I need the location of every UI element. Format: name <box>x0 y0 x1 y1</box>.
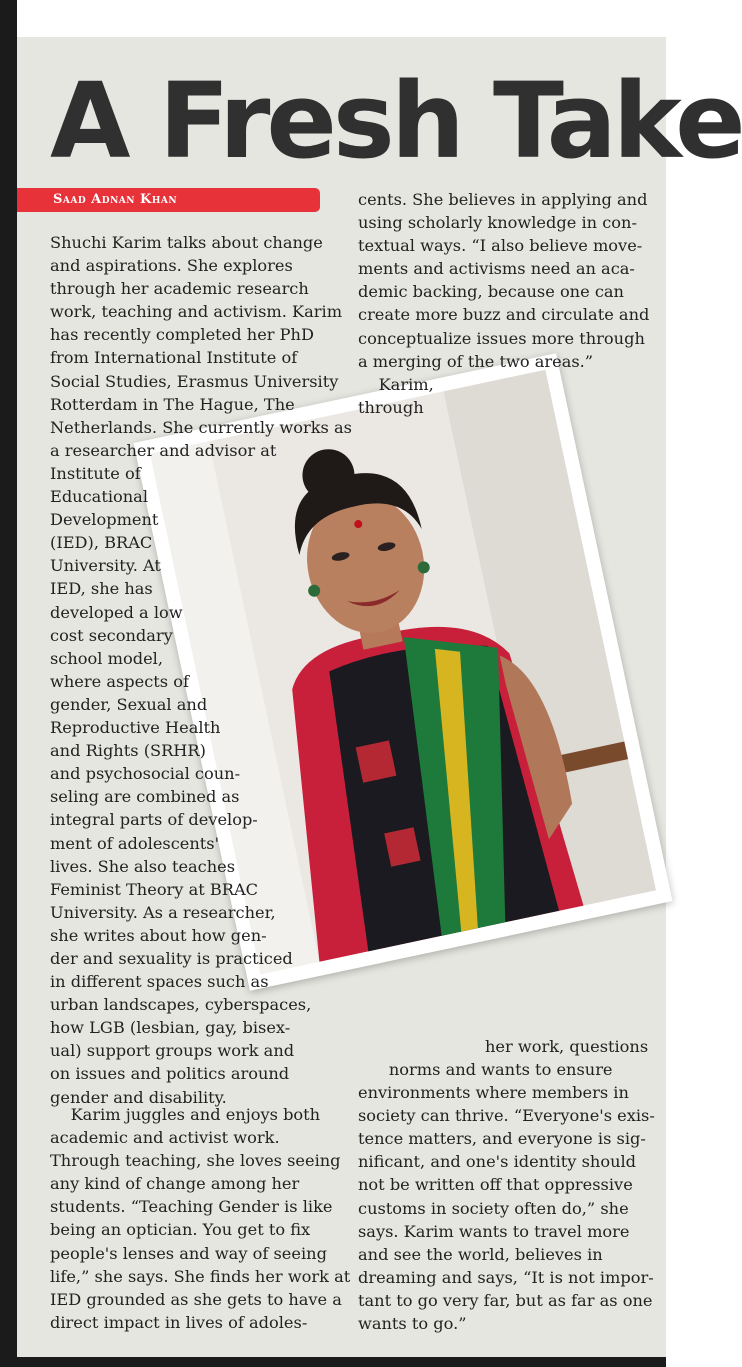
text-line: through <box>358 397 424 417</box>
text-line: cost secondary <box>50 625 173 645</box>
text-line: Karim juggles and enjoys both <box>50 1105 321 1124</box>
text-line: says. Karim wants to travel more <box>358 1221 630 1241</box>
text-line: not be written off that oppressive <box>358 1175 633 1195</box>
text-line: her work, questions <box>485 1037 649 1056</box>
text-line: a researcher and advisor at <box>50 440 277 460</box>
text-line: seling are combined as <box>50 787 240 807</box>
text-line: Netherlands. She currently works as <box>50 417 352 437</box>
text-line: Rotterdam in The Hague, The <box>50 394 295 414</box>
text-line: demic backing, because one can <box>358 282 624 302</box>
text-line: developed a low <box>50 602 183 622</box>
text-line: how LGB (lesbian, gay, bisex- <box>50 1018 291 1038</box>
headline: A Fresh Take <box>50 60 742 182</box>
text-line: wants to go.” <box>358 1314 467 1334</box>
text-line: urban landscapes, cyberspaces, <box>50 995 312 1015</box>
text-line: Educational <box>50 487 149 507</box>
text-line: direct impact in lives of adoles- <box>50 1312 308 1332</box>
text-line: and Rights (SRHR) <box>50 741 206 761</box>
text-line: cents. She believes in applying and <box>358 190 648 209</box>
page-edge-left <box>0 0 17 1367</box>
text-line: she writes about how gen- <box>50 925 267 945</box>
text-line: nificant, and one's identity should <box>358 1152 637 1172</box>
text-line: University. At <box>50 556 161 576</box>
text-line: in different spaces such as <box>50 972 269 992</box>
text-line: on issues and politics around <box>50 1064 290 1084</box>
text-line: has recently completed her PhD <box>50 325 314 345</box>
text-line: conceptualize issues more through <box>358 328 645 348</box>
text-line: Shuchi Karim talks about change <box>50 233 323 252</box>
column-2-bottom <box>358 1058 655 1335</box>
text-line: life,” she says. She finds her work at <box>50 1266 351 1286</box>
text-line: Through teaching, she loves seeing <box>50 1151 341 1171</box>
text-line: and see the world, believes in <box>358 1244 603 1264</box>
text-line: tant to go very far, but as far as one <box>358 1290 653 1310</box>
text-line: and psychosocial coun- <box>50 764 241 784</box>
text-line: gender, Sexual and <box>50 694 208 714</box>
text-line: Institute of <box>50 464 141 483</box>
text-line: University. As a researcher, <box>50 902 276 922</box>
text-line: (IED), BRAC <box>50 533 153 553</box>
text-line: norms and wants to ensure <box>358 1060 613 1079</box>
column-1-bottom <box>50 1103 350 1334</box>
text-line: Social Studies, Erasmus University <box>50 371 339 391</box>
text-line: gender and disability. <box>50 1087 227 1107</box>
text-line: from International Institute of <box>50 348 298 368</box>
text-line: integral parts of develop- <box>50 810 258 830</box>
text-line: ment of adolescents' <box>50 833 220 853</box>
text-line: a merging of the two areas.” <box>358 351 594 371</box>
text-line: tence matters, and everyone is sig- <box>358 1129 646 1149</box>
text-line: people's lenses and way of seeing <box>50 1243 327 1263</box>
text-line: society can thrive. “Everyone's exis- <box>358 1106 655 1126</box>
text-line: lives. She also teaches <box>50 856 236 876</box>
text-line: dreaming and says, “It is not impor- <box>358 1267 654 1287</box>
text-line: IED grounded as she gets to have a <box>50 1289 342 1309</box>
text-line: customs in society often do,” she <box>358 1198 629 1218</box>
text-line: work, teaching and activism. Karim <box>50 302 343 322</box>
text-line: ments and activisms need an aca- <box>358 259 635 279</box>
text-line: IED, she has <box>50 579 153 599</box>
text-line: Reproductive Health <box>50 718 221 738</box>
text-line: any kind of change among her <box>50 1174 300 1194</box>
text-line: der and sexuality is practiced <box>50 948 293 968</box>
text-line: through her academic research <box>50 279 309 299</box>
column-2-mid <box>485 1035 648 1058</box>
text-line: Development <box>50 510 159 530</box>
text-line: being an optician. You get to fix <box>50 1220 311 1240</box>
column-1-top <box>50 231 352 462</box>
column-1-narrow <box>50 462 311 1109</box>
byline-author: Saad Adnan Khan <box>53 192 178 207</box>
page-edge-bottom <box>0 1357 666 1367</box>
text-line: create more buzz and circulate and <box>358 305 650 325</box>
text-line: where aspects of <box>50 671 189 691</box>
byline-bar <box>17 188 320 212</box>
column-2-top <box>358 188 649 419</box>
text-line: using scholarly knowledge in con- <box>358 213 637 233</box>
text-line: and aspirations. She explores <box>50 256 293 276</box>
text-line: Karim, <box>358 374 434 394</box>
text-line: students. “Teaching Gender is like <box>50 1197 333 1217</box>
text-line: ual) support groups work and <box>50 1041 295 1061</box>
text-line: environments where members in <box>358 1083 629 1103</box>
text-line: school model, <box>50 648 163 668</box>
text-line: textual ways. “I also believe move- <box>358 236 643 256</box>
text-line: academic and activist work. <box>50 1128 280 1148</box>
magazine-page <box>17 37 742 1357</box>
text-line: Feminist Theory at BRAC <box>50 879 259 899</box>
